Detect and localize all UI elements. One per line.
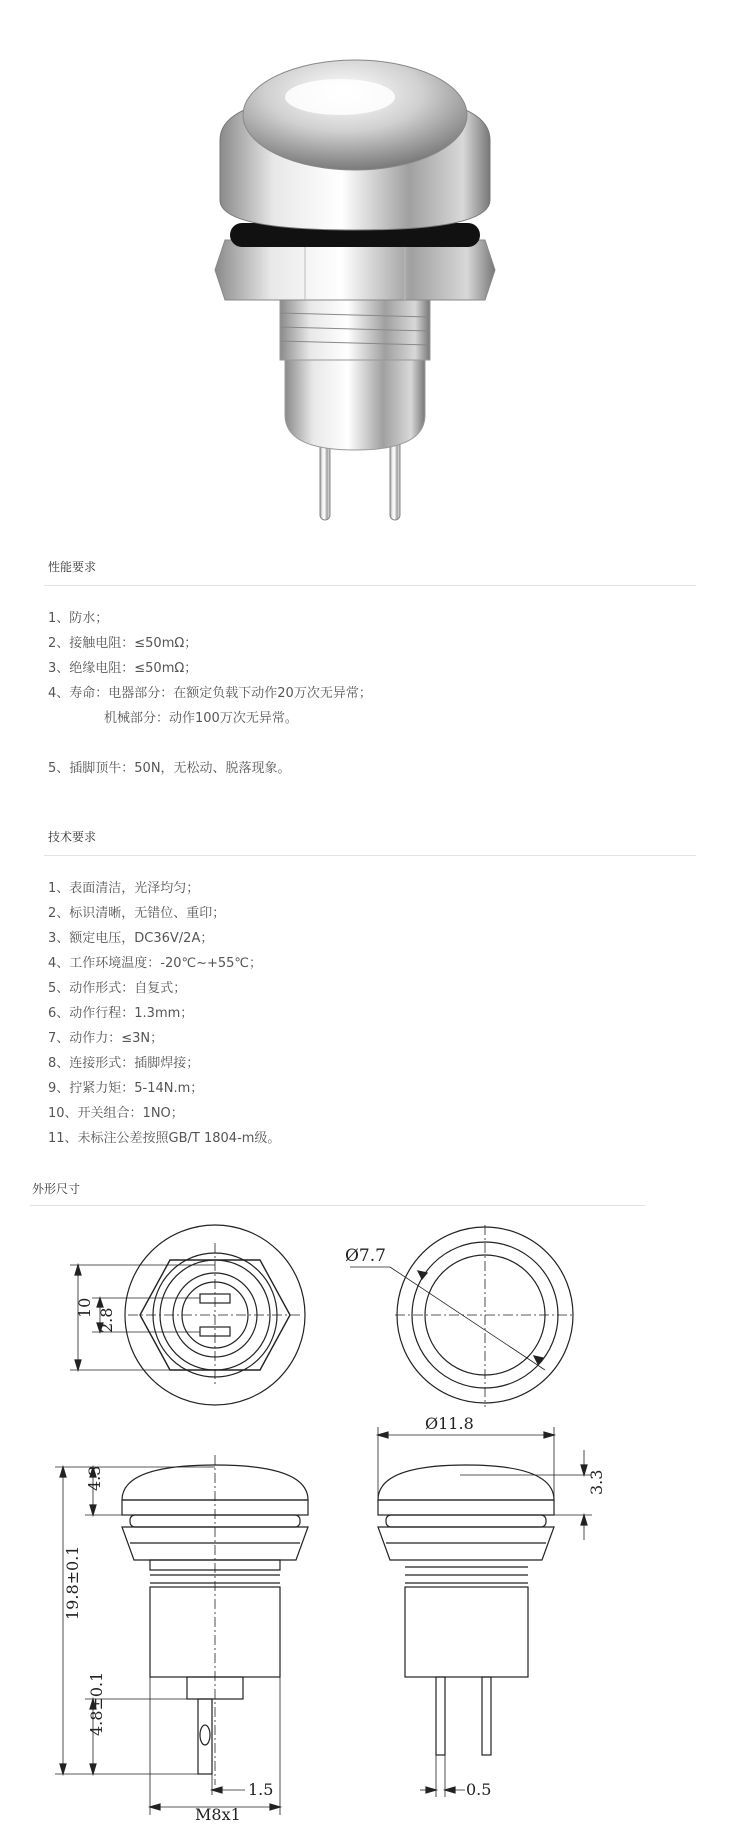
dim-2-8: 2.8 <box>97 1307 116 1333</box>
performance-title: 性能要求 <box>48 560 97 574</box>
dim-19-8: 19.8±0.1 <box>63 1545 82 1620</box>
dim-3-3: 3.3 <box>587 1469 606 1495</box>
dimensions-divider <box>30 1205 645 1206</box>
technical-item: 10、开关组合：1NO； <box>48 1106 184 1121</box>
technical-item: 1、表面清洁，光泽均匀； <box>48 881 200 896</box>
dim-0-5: 0.5 <box>466 1780 492 1799</box>
dim-10: 10 <box>75 1297 94 1318</box>
technical-item: 8、连接形式：插脚焊接； <box>48 1056 200 1071</box>
technical-item: 3、额定电压，DC36V/2A； <box>48 931 214 946</box>
performance-item: 2、接触电阻：≤50mΩ； <box>48 636 198 651</box>
technical-item: 4、工作环境温度：-20℃~+55℃； <box>48 956 263 971</box>
technical-item: 6、动作行程：1.3mm； <box>48 1006 194 1021</box>
performance-item: 5、插脚顶牛：50N，无松动、脱落现象。 <box>48 761 291 776</box>
dimension-drawing <box>0 1215 750 1823</box>
dim-dia-11-8: Ø11.8 <box>425 1414 474 1433</box>
technical-item: 5、动作形式：自复式； <box>48 981 187 996</box>
performance-item: 1、防水； <box>48 611 109 626</box>
performance-item: 3、绝缘电阻：≤50mΩ； <box>48 661 198 676</box>
technical-item: 11、未标注公差按照GB/T 1804-m级。 <box>48 1131 281 1146</box>
performance-divider <box>44 585 696 586</box>
technical-list <box>48 876 280 1151</box>
thread <box>280 300 430 360</box>
technical-title: 技术要求 <box>48 830 97 844</box>
side-view-right <box>378 1427 592 1797</box>
dim-4-8: 4.8±0.1 <box>87 1671 106 1736</box>
technical-item: 2、标识清晰，无错位、重印； <box>48 906 226 921</box>
dim-4-3: 4.3 <box>85 1465 104 1491</box>
performance-list <box>48 606 372 781</box>
technical-divider <box>44 855 696 856</box>
hex-nut <box>215 240 495 300</box>
dimensions-title: 外形尺寸 <box>32 1182 81 1196</box>
technical-item: 9、拧紧力矩：5-14N.m； <box>48 1081 204 1096</box>
side-view-left <box>55 1455 308 1815</box>
performance-item: 4、寿命：电器部分：在额定负载下动作20万次无异常； <box>48 686 372 701</box>
dim-dia-7-7: Ø7.7 <box>345 1246 386 1266</box>
cap-dome <box>243 60 467 170</box>
technical-item: 7、动作力：≤3N； <box>48 1031 164 1046</box>
performance-item: 机械部分：动作100万次无异常。 <box>104 711 298 726</box>
dim-m8x1: M8x1 <box>195 1805 241 1823</box>
product-photo <box>205 55 505 530</box>
rear-body <box>285 355 425 450</box>
dim-1-5: 1.5 <box>248 1780 274 1799</box>
